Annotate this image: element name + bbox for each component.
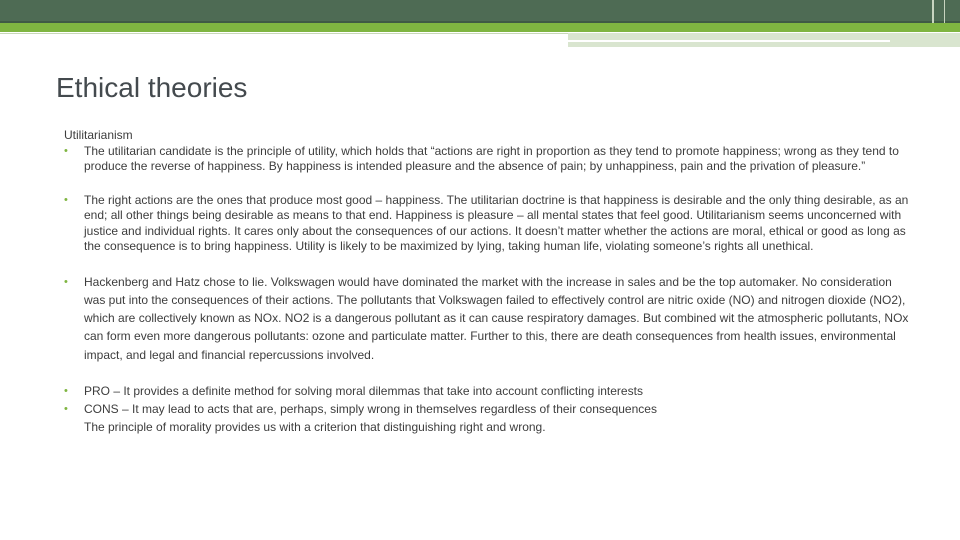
accent-stripe	[0, 23, 960, 32]
bullet-item	[64, 400, 912, 418]
section-heading: Utilitarianism	[64, 128, 133, 142]
accent-block-line	[568, 40, 890, 42]
closing-line: The principle of morality provides us with a criterion that distinguishing right and wrong.	[84, 419, 546, 434]
bullet-item	[64, 382, 912, 400]
slide-title: Ethical theories	[56, 72, 248, 103]
bullet-marker: •	[64, 144, 68, 157]
bullet-item	[64, 193, 912, 255]
bullet-text: CONS – It may lead to acts that are, perhaps, simply wrong in themselves regardless of their consequences	[84, 401, 657, 416]
decor-bar	[944, 0, 945, 23]
bullet-text: Hackenberg and Hatz chose to lie. Volkswagen would have dominated the market with the increase in sales and be the top automaker. No consideration was put into the consequences of their actions. The pollutants that Volkswagen failed to effectively control are nitric oxide (NO) and nitrogen dioxide (NO2), which are collectively known as NOx. NO2 is a dangerous pollutant as it can cause respiratory damages. But combined wit the atmospheric pollutants, NOx can form even more dangerous pollutants: ozone and particulate matter. Further to this, there are death consequences from health issues, environmental impact, and legal and financial repercussions involved.	[84, 274, 909, 362]
decor-bar	[932, 0, 934, 23]
bullet-marker: •	[64, 384, 68, 397]
bullet-marker: •	[64, 193, 68, 206]
slide-body	[64, 128, 912, 436]
bullet-marker: •	[64, 275, 68, 288]
bullet-text: PRO – It provides a definite method for solving moral dilemmas that take into account conflicting interests	[84, 383, 643, 398]
bullet-marker: •	[64, 402, 68, 415]
bullet-item	[64, 273, 912, 364]
bullet-text: The utilitarian candidate is the principle of utility, which holds that “actions are right in proportion as they tend to promote happiness; wrong as they tend to produce the reverse of happiness. By happiness is intended pleasure and the absence of pain; by unhappiness, pain and the privation of pleasure.”	[84, 143, 899, 173]
bullet-item	[64, 144, 912, 175]
header-band	[0, 0, 960, 23]
bullet-text: The right actions are the ones that produce most good – happiness. The utilitarian doctrine is that happiness is desirable and the only thing desirable, as an end; all other things being desirable as means to that end. Happiness is pleasure – all mental states that feel good. Utilitarianism seems unconcerned with justice and individual rights. It cares only about the consequences of our actions. It doesn’t matter whether the actions are moral, ethical or good as long as the consequence is to bring happiness. Utility is likely to be maximized by lying, taking human life, violating someone’s rights all unethical.	[84, 192, 909, 253]
